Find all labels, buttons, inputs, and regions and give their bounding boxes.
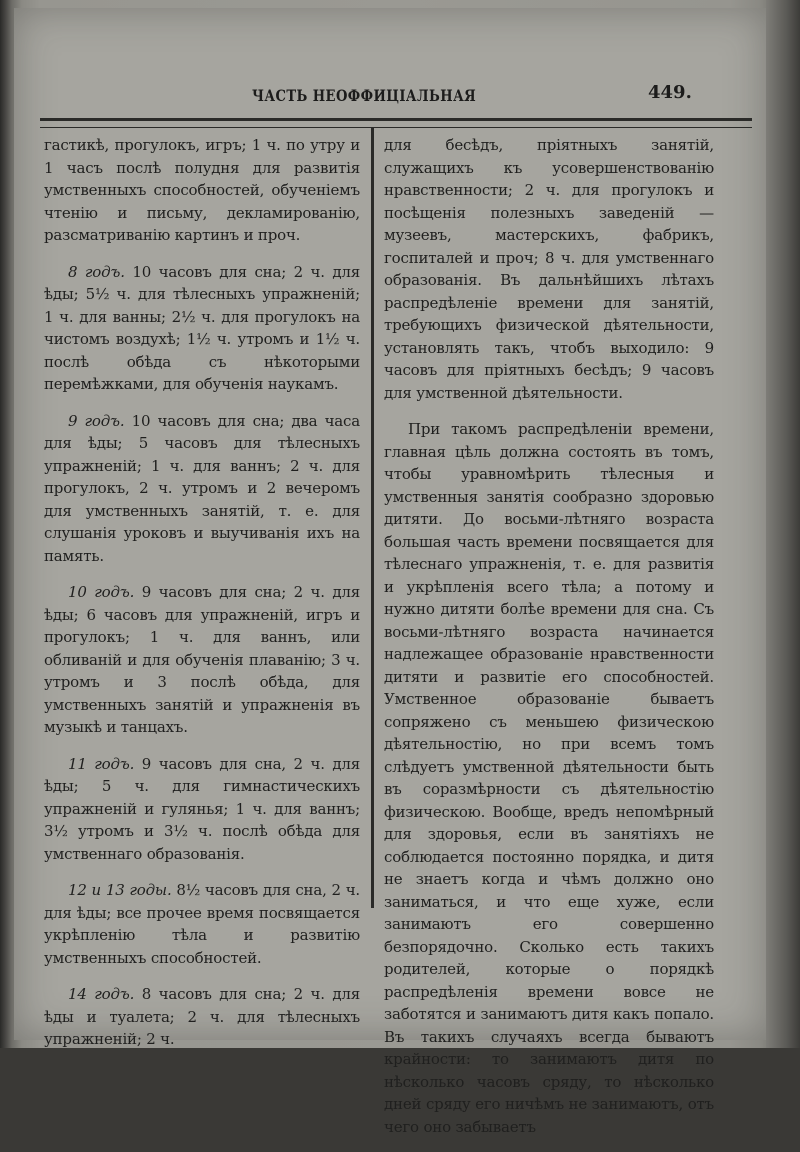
paragraph	[384, 134, 714, 404]
paragraph	[44, 134, 360, 247]
paragraph	[44, 261, 360, 396]
age-label: 14 годъ.	[68, 985, 135, 1003]
paragraph-text: 10 часовъ для сна; 2 ч. для ѣды; 5½ ч. для тѣлесныхъ упражненiй; 1 ч. для ванны; 2½ ч. для прогулокъ на чистомъ воздухѣ; 1½ ч. утромъ и 1½ ч. послѣ обѣда съ нѣкоторыми перемѣжками, для обученiя наукамъ.	[44, 262, 361, 393]
paragraph	[44, 410, 360, 568]
paragraph-text: 9 часовъ для сна; 2 ч. для ѣды; 6 часовъ для упражненiй, игръ и прогулокъ; 1 ч. для ваннъ, или обливанiй и для обученiя плаванiю; 3 ч. утромъ и 3 послѣ обѣда, для умственныхъ занятiй и упражненiя въ музыкѣ и танцахъ.	[44, 583, 361, 736]
paragraph	[44, 581, 360, 739]
age-label: 12 и 13 годы.	[68, 881, 172, 899]
column-divider	[371, 128, 374, 908]
age-label: 8 годъ.	[68, 262, 125, 281]
left-column	[44, 134, 360, 1065]
paragraph	[44, 983, 360, 1051]
paragraph	[384, 418, 714, 1138]
paragraph-text: гастикѣ, прогулокъ, игръ; 1 ч. по утру и 1 часъ послѣ полудня для развитiя умственныхъ способностей, обученiемъ чтенiю и письму, декламированiю, разсматриванiю картинъ и проч.	[44, 136, 360, 244]
paragraph-text: 9 часовъ для сна, 2 ч. для ѣды; 5 ч. для гимнастическихъ упражненiй и гулянья; 1 ч. для ваннъ; 3½ утромъ и 3½ ч. послѣ обѣда для умственнаго образованiя.	[44, 754, 360, 863]
paragraph	[44, 879, 360, 969]
right-column	[384, 134, 714, 1152]
page-edge-shadow	[766, 0, 800, 1048]
paragraph-text: для бесѣдъ, прiятныхъ занятiй, служащихъ къ усовершенствованiю нравственности; 2 ч. для прогулокъ и посѣщенiя полезныхъ заведенiй — музеевъ, мастерскихъ, фабрикъ, госпиталей и проч; 8 ч. для умственнаго образованiя. Въ дальнѣйшихъ лѣтахъ распредѣленiе времени для занятiй, требующихъ физической дѣятельности, установлять такъ, чтобъ выходило: 9 часовъ для прiятныхъ бесѣдъ; 9 часовъ для умственной дѣятельности.	[384, 136, 714, 402]
age-label: 9 годъ.	[68, 411, 125, 430]
paragraph-text: 10 часовъ для сна; два часа для ѣды; 5 часовъ для тѣлесныхъ упражненiй; 1 ч. для ваннъ; 2 ч. для прогулокъ, 2 ч. утромъ и 2 вечеромъ для умственныхъ занятiй, т. е. для слушанiя уроковъ и выучиванiя ихъ на память.	[44, 411, 360, 565]
paragraph-text: 8 часовъ для сна; 2 ч. для ѣды и туалета; 2 ч. для тѣлесныхъ упражненiй; 2 ч.	[44, 985, 361, 1048]
age-label: 11 годъ.	[68, 754, 135, 773]
paragraph-text: 8½ часовъ для сна, 2 ч. для ѣды; все прочее время посвящается укрѣпленiю тѣла и развитiю умственныхъ способностей.	[44, 881, 360, 967]
paragraph	[44, 753, 360, 866]
paragraph-text: При такомъ распредѣленiи времени, главная цѣль должна состоять въ томъ, чтобы уравномѣрить тѣлесныя и умственныя занятiя сообразно здоровью дитяти. До восьми-лѣтняго возраста большая часть времени посвящается для тѣлеснаго упражненiя, т. е. для развитiя и укрѣпленiя всего тѣла; а потому и нужно дитяти болѣе времени для сна. Съ восьми-лѣтняго возраста начинается надлежащее образованiе нравственности дитяти и развитiе его способностей. Умственное образованiе бываетъ сопряжено съ меньшею физическою дѣятельностiю, но при всемъ томъ слѣдуетъ умственной дѣятельности быть въ соразмѣрности съ дѣятельностiю физическою. Вообще, вредъ непомѣрный для здоровья, если въ занятiяхъ не соблюдается постоянно порядка, и дитя не знаетъ когда и чѣмъ должно оно заниматься, и что еще хуже, если занимаютъ его совершенно безпорядочно. Сколько есть такихъ родителей, которые о порядкѣ распредѣленiя времени вовсе не заботятся и занимаютъ дитя какъ попало. Въ такихъ случаяхъ всегда бываютъ крайности: то занимаютъ дитя по нѣсколько часовъ сряду, то нѣсколько дней сряду его ничѣмъ не занимаютъ, отъ чего оно забываетъ	[384, 420, 714, 1136]
page-number: 449.	[648, 82, 692, 103]
age-label: 10 годъ.	[68, 583, 135, 601]
running-title: ЧАСТЬ НЕОФФИЦIАЛЬНАЯ	[252, 86, 477, 105]
header-rule	[40, 118, 752, 128]
